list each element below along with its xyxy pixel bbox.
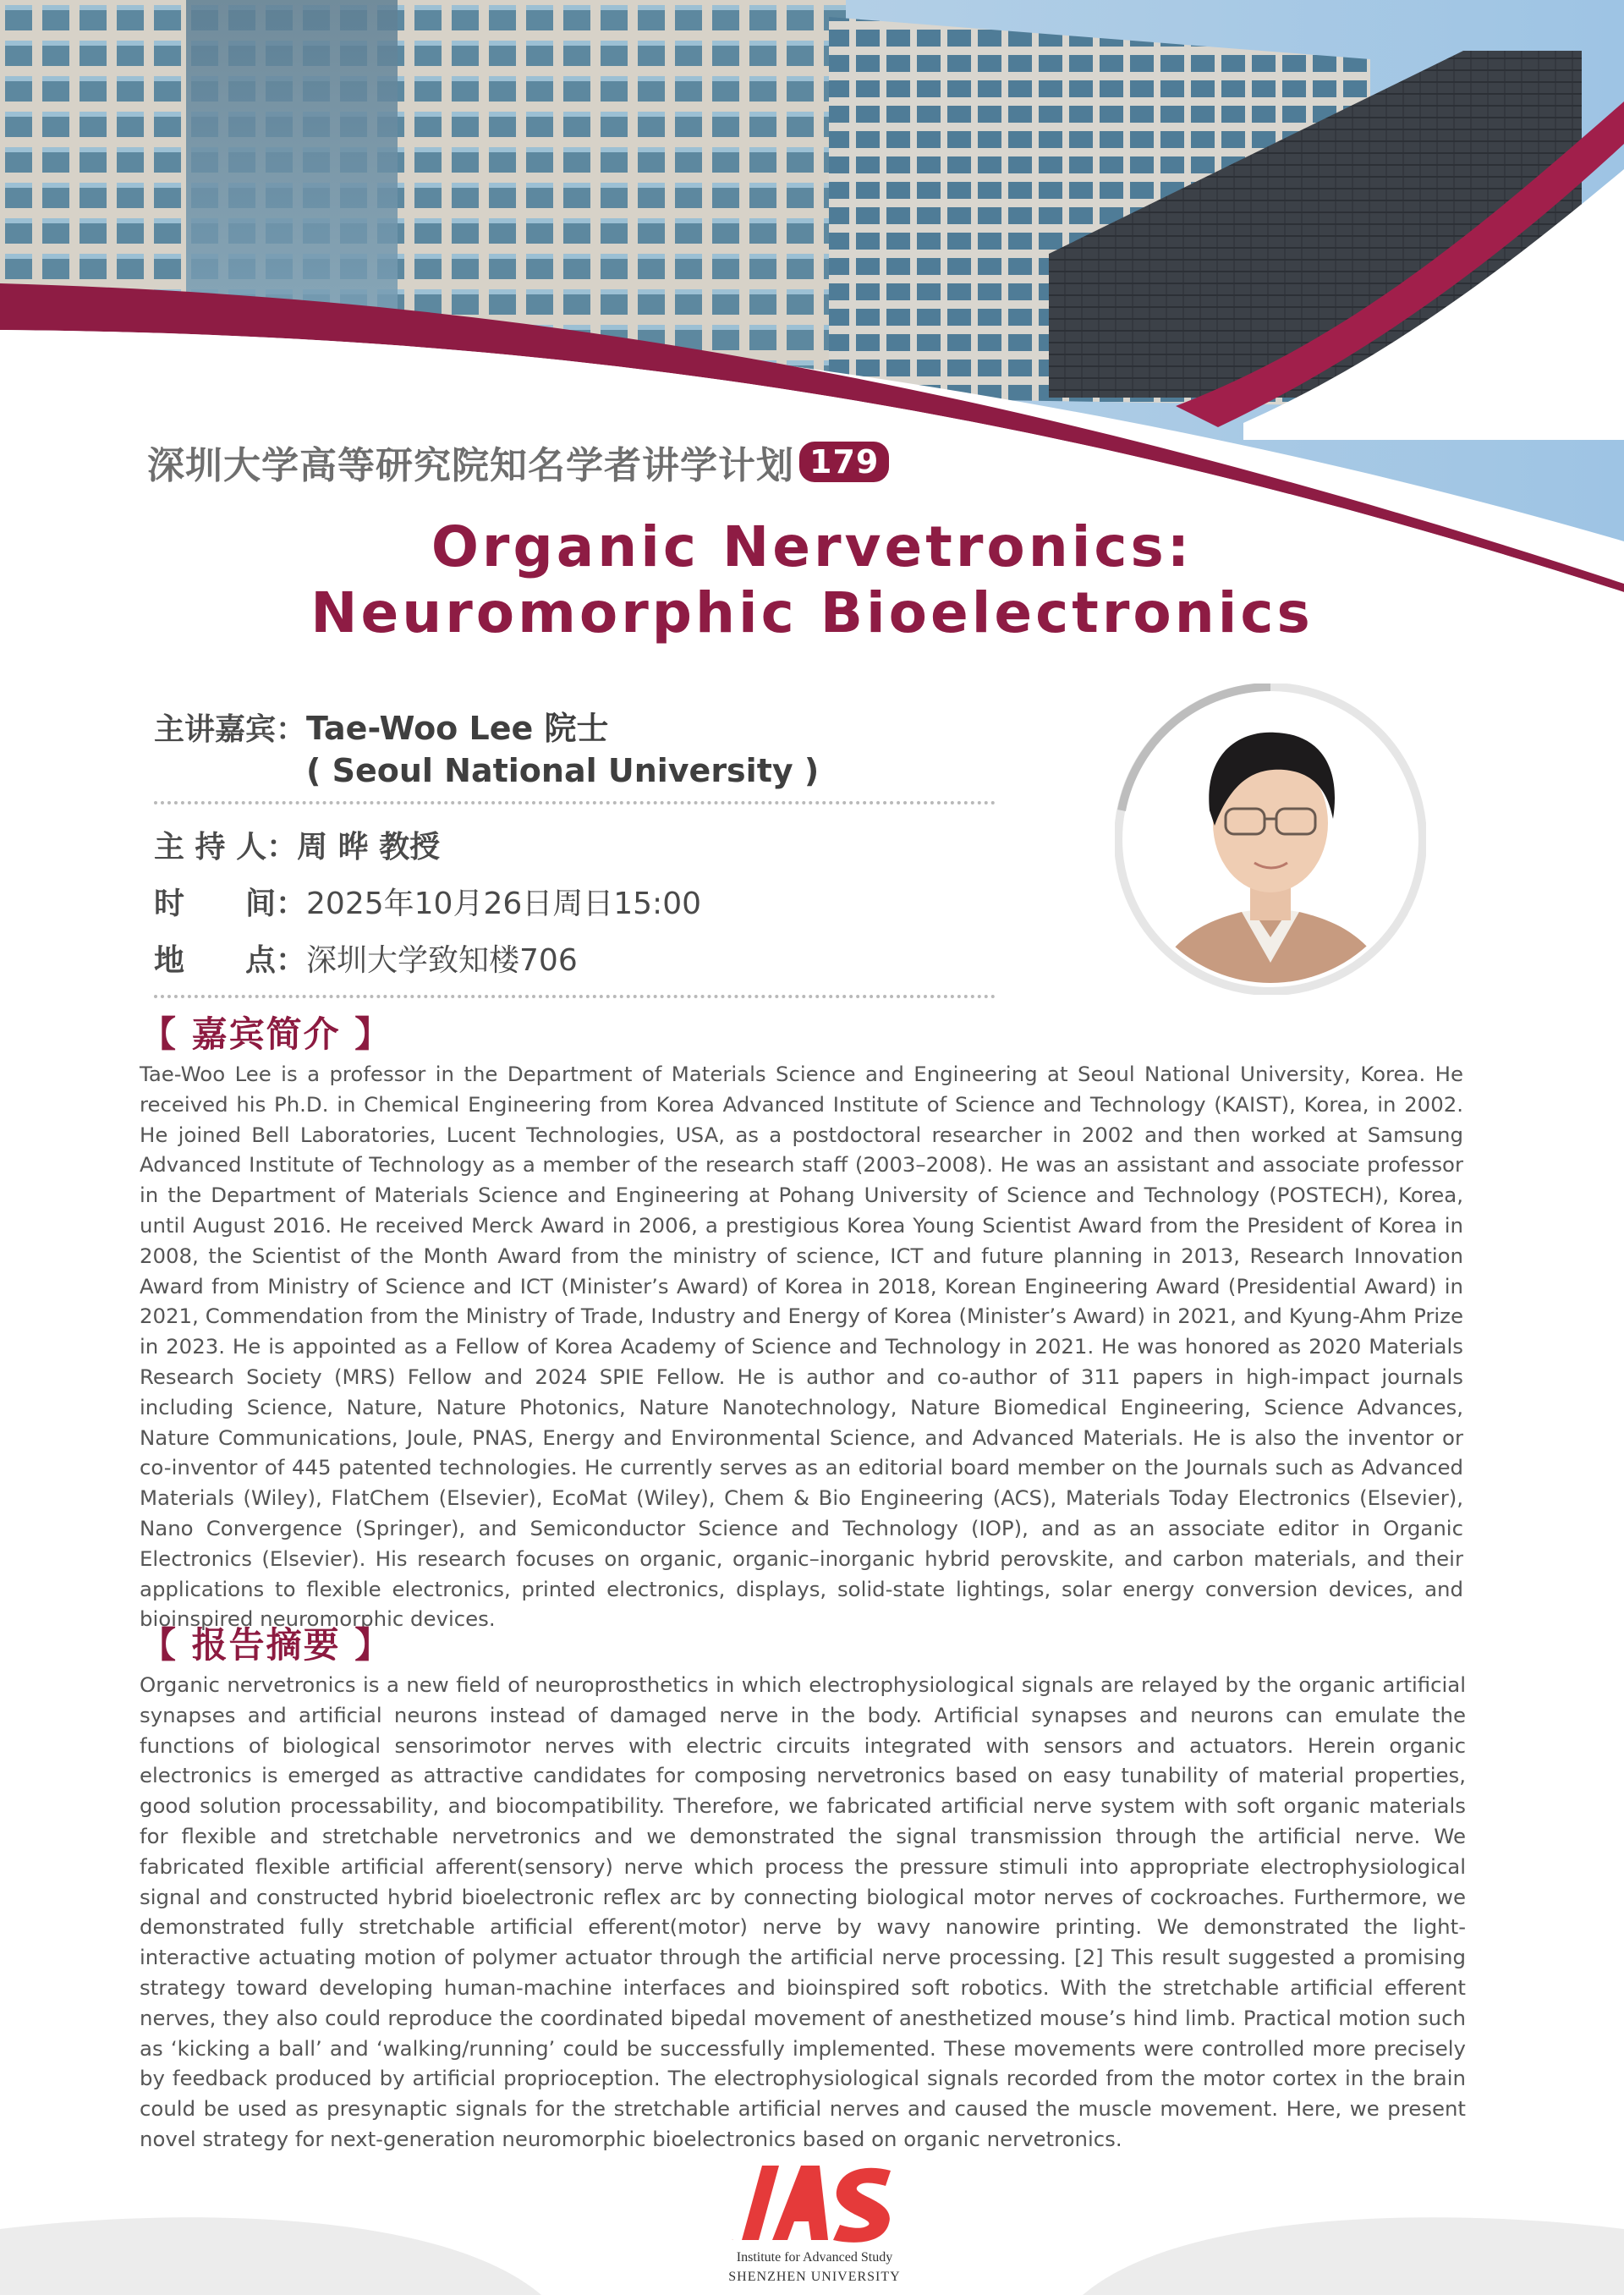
talk-title-line-2: Neuromorphic Bioelectronics — [310, 580, 1314, 645]
divider-dotted-1 — [154, 801, 996, 804]
lecture-series-title — [147, 435, 889, 489]
time-value: 2025年10月26日周日15:00 — [306, 887, 701, 921]
host-row — [154, 823, 991, 866]
talk-title — [0, 514, 1624, 646]
event-info — [154, 702, 991, 998]
speaker-affiliation: ( Seoul National University ) — [306, 752, 820, 789]
bio-heading: 【 嘉宾简介 】 — [140, 1013, 392, 1055]
place-row — [154, 936, 991, 980]
abstract-heading: 【 报告摘要 】 — [140, 1624, 392, 1666]
time-row — [154, 880, 991, 923]
series-number-badge: 179 — [799, 442, 889, 482]
host-label: 主 持 人： — [154, 830, 298, 865]
time-label: 时 间： — [154, 887, 307, 921]
bio-text: Tae-Woo Lee is a professor in the Department of Materials Science and Engineering at Seoul National University, Korea. He received his Ph.D. in Chemical Engineering from Korea Advanced Institute of Science and Technology (KAIST), Korea, in 2002. He joined Bell Laboratories, Lucent Technologies, USA, as a postdoctoral researcher in 2002 and then worked at Samsung Advanced Institute of Technology as a member of the research staff (2003–2008). He was an assistant and associate professor in the Department of Materials Science and Engineering at Pohang University of Science and Technology (POSTECH), Korea, until August 2016. He received Merck Award in 2006, a prestigious Korea Young Scientist Award from the President of Korea in 2008, the Scientist of the Month Award from the ministry of science, ICT and future planning in 2013, Research Innovation Award from Ministry of Science and ICT (Minister’s Award) of Korea in 2018, Korean Engineering Award (Presidential Award) in 2021, Commendation from the Ministry of Trade, Industry and Energy of Korea (Minister’s Award) in 2021, and Kyung-Ahm Prize in 2023. He is appointed as a Fellow of Korea Academy of Science and Technology in 2021. He was honored as 2020 Materials Research Society (MRS) Fellow and 2024 SPIE Fellow. He is author and co-author of 311 papers in high-impact journals including Science, Nature, Nature Photonics, Nature Nanotechnology, Nature Biomedical Engineering, Science Advances, Nature Communications, Joule, PNAS, Energy and Environmental Science, and Advanced Materials. He is also the inventor or co-inventor of 445 patented technologies. He currently serves as an editorial board member on the Journals such as Advanced Materials (Wiley), FlatChem (Elsevier), EcoMat (Wiley), Chem & Bio Engineering (ACS), Materials Today Electronics (Elsevier), Nano Convergence (Springer), and Semiconductor Science and Technology (IOP), and as an associate editor in Organic Electronics (Elsevier). His research focuses on organic, organic–inorganic hybrid perovskite, and carbon materials, and their applications to flexible electronics, printed electronics, displays, solid-state lightings, solar energy conversion devices, and bioinspired neuromorphic devices. — [140, 1062, 1463, 1632]
speaker-portrait — [1115, 684, 1426, 995]
host-value: 周 晔 教授 — [297, 830, 441, 865]
place-label: 地 点： — [154, 943, 307, 978]
series-text: 深圳大学高等研究院知名学者讲学计划 — [147, 444, 794, 487]
ias-mark-text: IAS — [732, 2240, 733, 2241]
speaker-row — [154, 702, 991, 749]
speaker-name: Tae-Woo Lee 院士 — [306, 710, 609, 747]
ias-logo-line-1: Institute for Advanced Study — [736, 2250, 893, 2265]
talk-title-line-1: Organic Nervetronics: — [431, 514, 1193, 579]
place-value: 深圳大学致知楼706 — [306, 943, 578, 978]
ias-logo-line-2: SHENZHEN UNIVERSITY — [728, 2270, 901, 2284]
divider-dotted-2 — [154, 995, 996, 998]
speaker-label: 主讲嘉宾： — [154, 712, 307, 747]
header-building-image — [0, 0, 1624, 592]
abstract-text: Organic nervetronics is a new field of neuroprosthetics in which electrophysiological signals are relayed by the organic artificial synapses and artificial neurons instead of damaged nerve in the body. Artificial synapses and neurons can emulate the functions of biological sensorimotor nerves with electric circuits integrated with sensors and actuators. Herein organic electronics is emerged as attractive candidates for composing nervetronics based on easy tunability of material properties, good solution processability, and biocompatibility. Therefore, we fabricated artificial nerve system with soft organic materials for flexible and stretchable nervetronics and we demonstrated the signal transmission through the artificial nerve. We fabricated flexible artificial afferent(sensory) nerve which process the pressure stimuli into appropriate electrophysiological signal and constructed hybrid bioelectronic reflex arc by connecting biological motor nerves of cockroaches. Furthermore, we demonstrated fully stretchable artificial efferent(motor) nerve by wavy nanowire printing. We demonstrated the light-interactive actuating motion of polymer actuator through the artificial nerve processing. [2] This result suggested a promising strategy toward developing human-machine interfaces and bioinspired soft robotics. With the stretchable artificial efferent nerves, they also could reproduce the coordinated bipedal movement of anesthetized mouse’s hind limb. Practical motion such as ‘kicking a ball’ and ‘walking/running’ could be successfully implemented. These movements were controlled more precisely by feedback produced by artificial proprioception. The electrophysiological signals recorded from the motor cortex in the brain could be used as presynaptic signals for the stretchable artificial nerves and caused the muscle movement. Here, we present novel strategy for next-generation neuromorphic bioelectronics based on organic nervetronics. — [140, 1672, 1466, 2151]
